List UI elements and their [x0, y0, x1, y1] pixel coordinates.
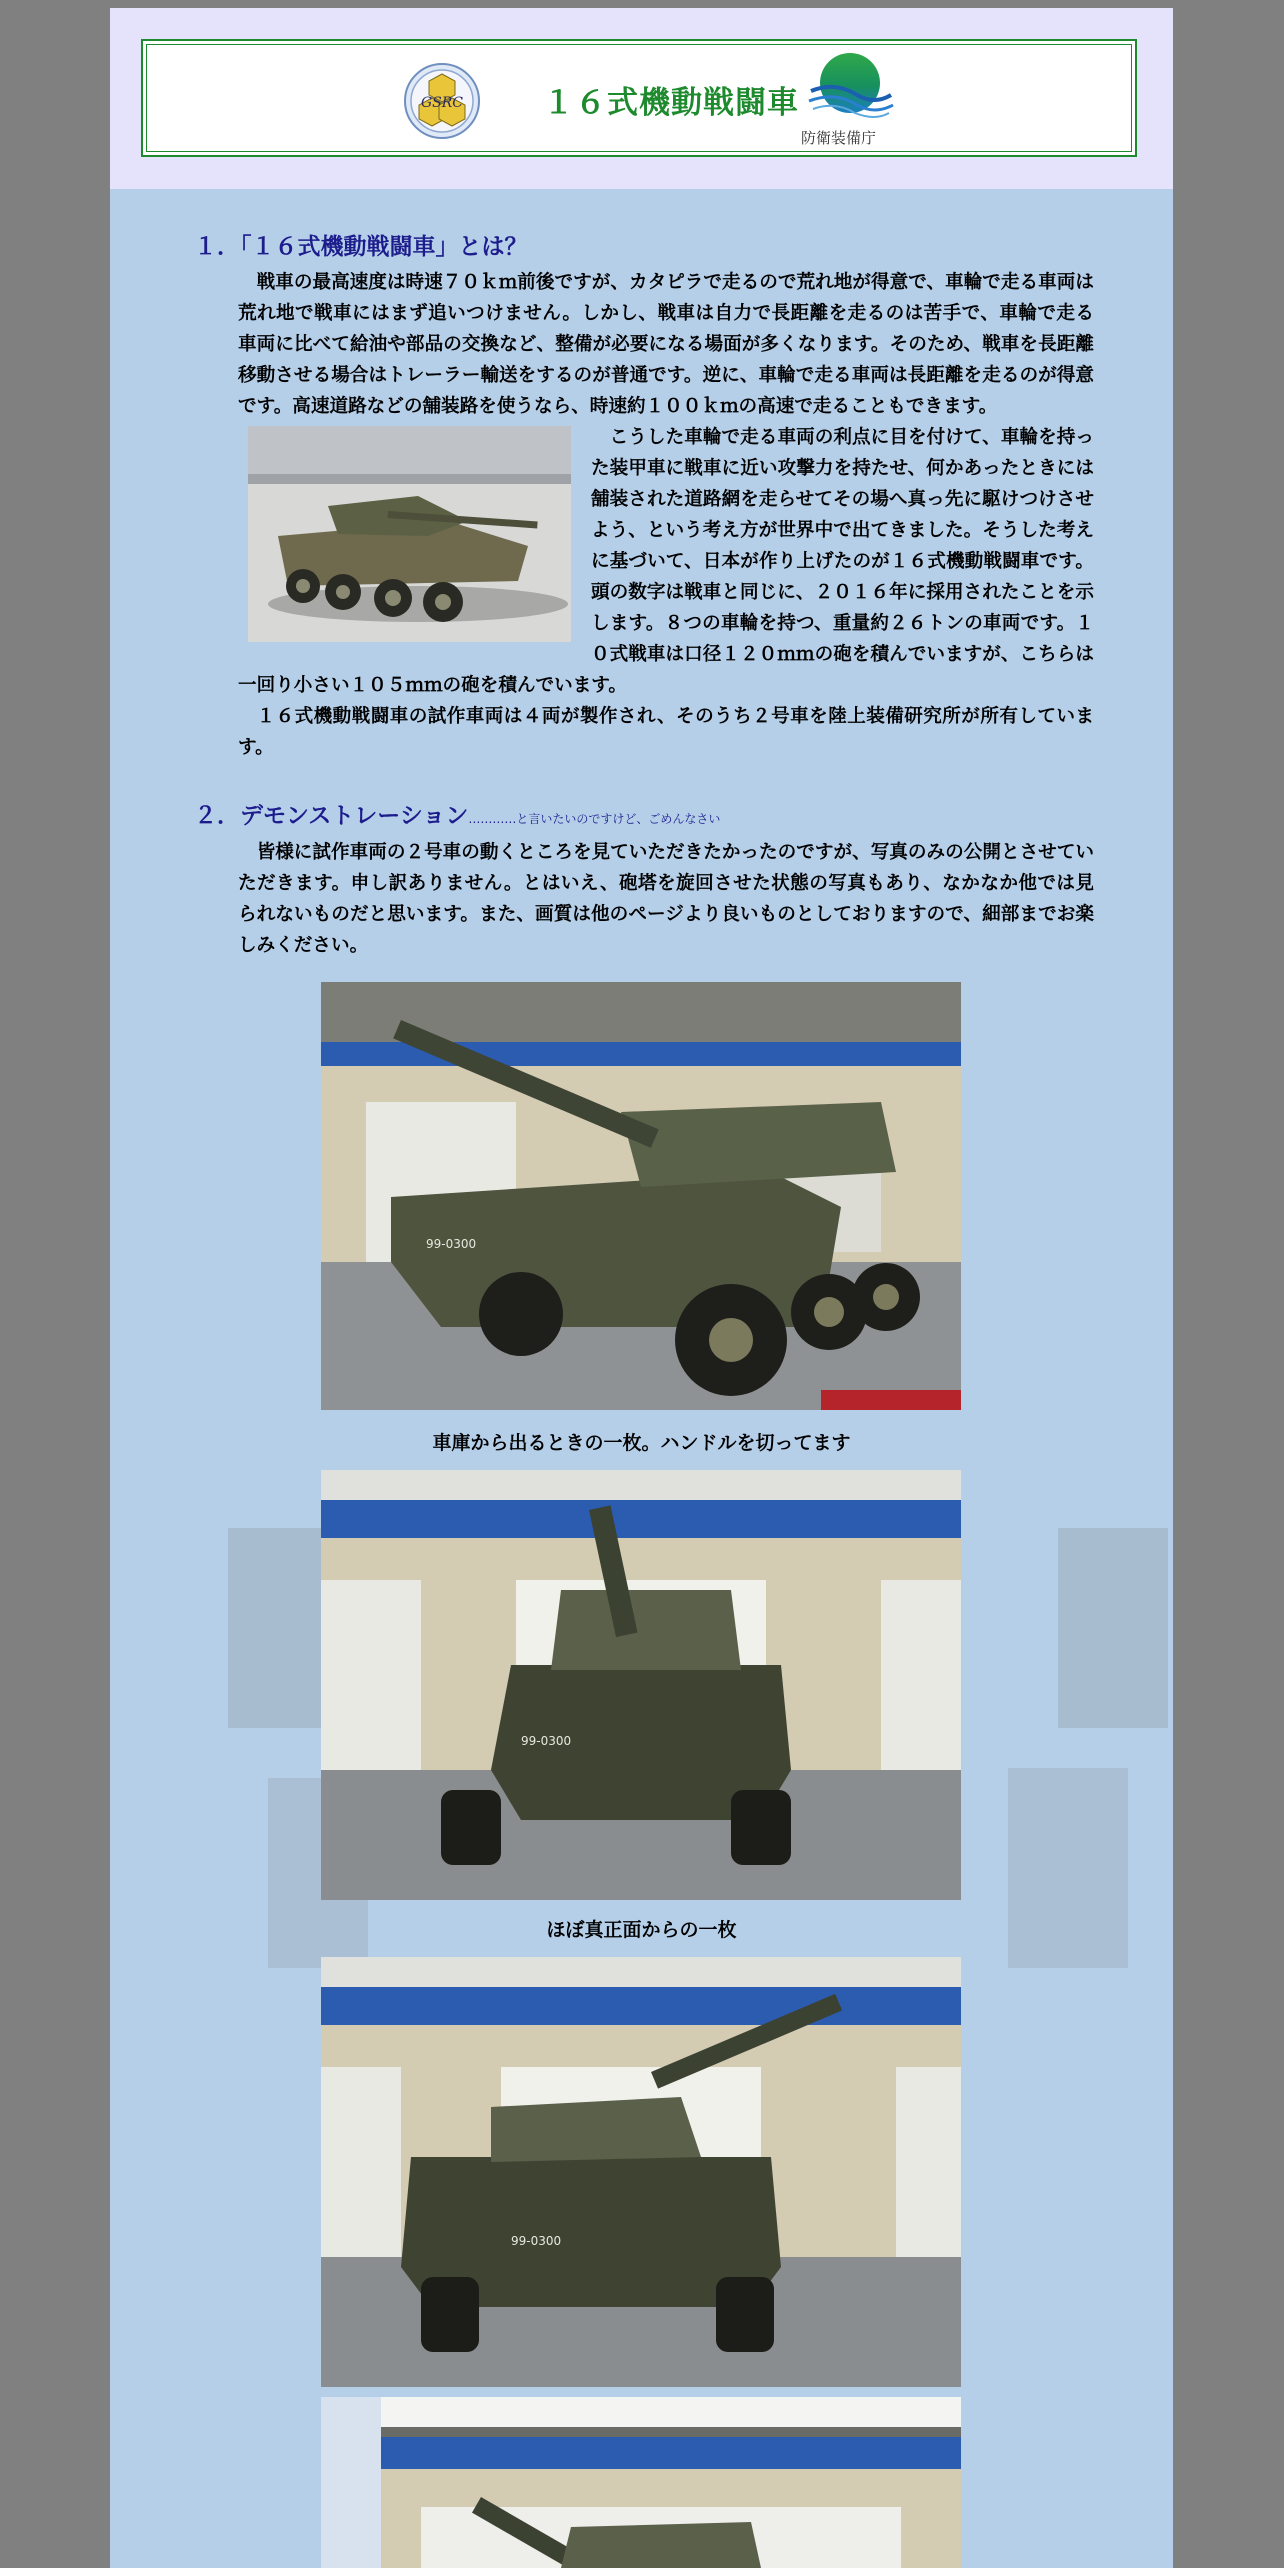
section2-title: ２．デモンストレーション [194, 803, 469, 829]
tank-photo-small [248, 426, 571, 642]
section2-heading [194, 797, 720, 830]
section1-heading: １．「１６式機動戦闘車」とは？ [194, 234, 528, 260]
header-band [110, 8, 1173, 189]
section1-body [238, 267, 1094, 763]
atla-logo [805, 51, 895, 121]
gsrc-logo-text: GSRC [420, 95, 464, 111]
tank-photo-partial [321, 2397, 961, 2568]
page [110, 8, 1173, 2568]
section2-note: …………と言いたいのですけど、ごめんなさい [468, 812, 721, 826]
section1-paragraph-3: １６式機動戦闘車の試作車両は４両が製作され、そのうち２号車を陸上装備研究所が所有しています。 [238, 706, 1094, 758]
section2-body [238, 837, 1094, 961]
vehicle-number-2: 99-0300 [521, 1734, 572, 1748]
vehicle-number-3: 99-0300 [511, 2234, 562, 2248]
section1-paragraph-1: 戦車の最高速度は時速７０ｋｍ前後ですが、カタピラで走るので荒れ地が得意で、車輪で走る車両は荒れ地で戦車にはまず追いつけません。しかし、戦車は自力で長距離を走るのは苦手で、車輪で走る車両に比べて給油や部品の交換など、整備が必要になる場面が多くなります。そのため、戦車を長距離移動させる場合はトレーラー輸送をするのが普通です。逆に、車輪で走る車両は長距離を走るのが得意です。高速道路などの舗装路を使うなら、時速約１００ｋｍの高速で走ることもできます。 [238, 272, 1094, 417]
photo1-caption: 車庫から出るときの一枚。ハンドルを切ってます [432, 1432, 851, 1454]
gsrc-logo [403, 62, 481, 140]
tank-photo-side [321, 982, 961, 1410]
tank-photo-turret-rotated [321, 1957, 961, 2387]
page-title: １６式機動戦闘車 [543, 85, 799, 121]
photo2-caption: ほぼ真正面からの一枚 [546, 1919, 737, 1941]
atla-label: 防衛装備庁 [801, 129, 877, 147]
header-box [141, 39, 1137, 157]
section1-paragraph-2-text: こうした車輪で走る車両の利点に目を付けて、車輪を持った装甲車に戦車に近い攻撃力を持たせ、何かあったときには舗装された道路網を走らせてその場へ真っ先に駆けつけさせよう、という考え方が世界中で出てきました。そうした考えに基づいて、日本が作り上げたのが１６式機動戦闘車です。頭の数字は戦車と同じに、２０１６年に採用されたことを示します。８つの車輪を持つ、重量約２６トンの車両です。１０式戦車は口径１２０ｍｍの砲を積んでいますが、こちらは一回り小さい１０５ｍｍの砲を積んでいます。 [238, 427, 1094, 696]
tank-photo-front [321, 1470, 961, 1900]
vehicle-number-1: 99-0300 [426, 1237, 477, 1251]
section2-paragraph-1: 皆様に試作車両の２号車の動くところを見ていただきたかったのですが、写真のみの公開とさせていただきます。申し訳ありません。とはいえ、砲塔を旋回させた状態の写真もあり、なかなか他では見られないものだと思います。また、画質は他のページより良いものとしておりますので、細部までお楽しみください。 [238, 842, 1094, 956]
section1-paragraph-2 [238, 422, 1094, 701]
